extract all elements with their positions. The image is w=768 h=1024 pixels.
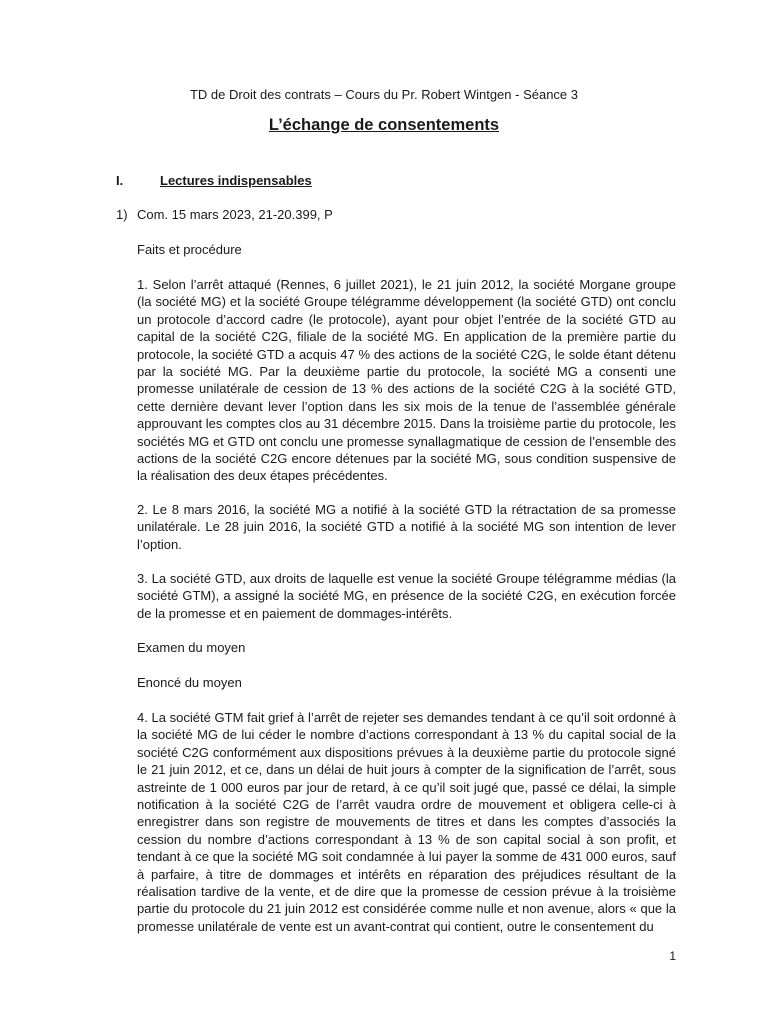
paragraph-1: 1. Selon l’arrêt attaqué (Rennes, 6 juillet 2021), le 21 juin 2012, la société Morgane groupe (la société MG) et la société Groupe télégramme développement (la société GTD) ont conclu un protocole d’accord cadre (le protocole), ayant pour objet l’entrée de la société GTD au capital de la société C2G, filiale de la société MG. En application de la première partie du protocole, la société GTD a acquis 47 % des actions de la société C2G, le solde étant détenu par la société MG. Par la deuxième partie du protocole, la société MG a consenti une promesse unilatérale de cession de 13 % des actions de la société C2G à la société GTD, cette dernière devant lever l’option dans les six mois de la tenue de l’assemblée générale approuvant les comptes clos au 31 décembre 2015. Dans la troisième partie du protocole, les sociétés MG et GTD ont conclu une promesse synallagmatique de cession de l’ensemble des actions de la société C2G encore détenues par la société MG, sous condition suspensive de la réalisation des deux étapes précédentes. (137, 277, 676, 484)
page-number: 1 (669, 949, 676, 963)
document-header-line: TD de Droit des contrats – Cours du Pr. Robert Wintgen - Séance 3 (189, 87, 578, 102)
heading-examen-du-moyen: Examen du moyen (137, 640, 246, 655)
paragraph-3: 3. La société GTD, aux droits de laquelle est venue la société Groupe télégramme médias (la société GTM), a assigné la société MG, en présence de la société C2G, en exécution forcée de la promesse et en paiement de dommages-intérêts. (137, 571, 676, 621)
heading-faits-et-procedure: Faits et procédure (137, 242, 242, 257)
paragraph-4: 4. La société GTM fait grief à l’arrêt de rejeter ses demandes tendant à ce qu’il soit ordonné à la société MG de lui céder le nombre d’actions correspondant à 13 % du capital social de la société C2G conformément aux dispositions prévues à la deuxième partie du protocole signé le 21 juin 2012, et ce, dans un délai de huit jours à compter de la signification de l’arrêt, sous astreinte de 1 000 euros par jour de retard, à ce qu’il soit jugé que, passé ce délai, la simple notification à la société C2G de l’arrêt vaudra ordre de mouvement et obligera celle-ci à enregistrer dans son registre de mouvements de titres et dans les comptes d’associés la cession du nombre d’actions correspondant à 13 % de son capital social à son profit, et tendant à ce que la société MG soit condamnée à lui payer la somme de 431 000 euros, sauf à parfaire, à titre de dommages et intérêts en réparation des préjudices résultant de la réalisation tardive de la vente, et de dire que la promesse de cession prévue à la troisième partie du protocole du 21 juin 2012 est considérée comme nulle et non avenue, alors « que la promesse unilatérale de vente est un avant-contrat qui contient, outre le consentement du (137, 710, 676, 934)
paragraph-2: 2. Le 8 mars 2016, la société MG a notifié à la société GTD la rétractation de sa promesse unilatérale. Le 28 juin 2016, la société GTD a notifié à la société MG son intention de lever l’option. (137, 502, 676, 552)
item-number: 1) (116, 207, 128, 222)
section-number: I. (116, 173, 124, 188)
document-title: L’échange de consentements (268, 116, 500, 134)
case-reference: Com. 15 mars 2023, 21-20.399, P (137, 207, 333, 222)
section-label: Lectures indispensables (160, 173, 312, 188)
heading-enonce-du-moyen: Enoncé du moyen (137, 675, 242, 690)
